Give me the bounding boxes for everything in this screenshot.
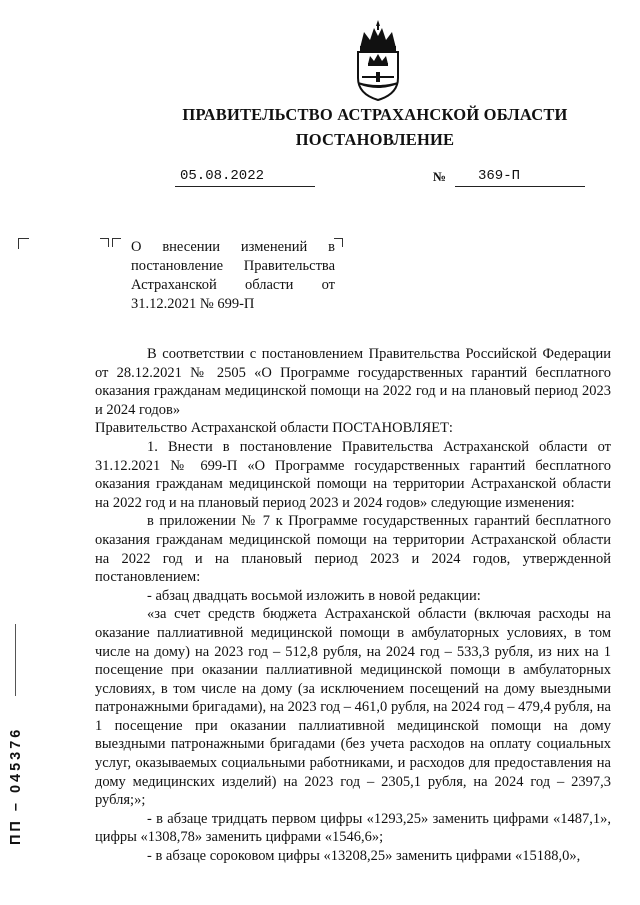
paragraph-resolves: Правительство Астраханской области ПОСТАНОВЛЯЕТ: xyxy=(95,420,453,437)
government-title: ПРАВИТЕЛЬСТВО АСТРАХАНСКОЙ ОБЛАСТИ xyxy=(182,105,568,124)
margin-line xyxy=(15,624,16,696)
corner-mark xyxy=(334,238,343,247)
corner-mark xyxy=(100,238,109,247)
document-subject: О внесении изменений в постановление Правительства Астраханской области от 31.12.2021 № 699-П xyxy=(131,239,335,312)
corner-mark xyxy=(112,238,121,247)
paragraph-abzac-28: - абзац двадцать восьмой изложить в новой редакции: xyxy=(147,587,481,604)
document-type-title: ПОСТАНОВЛЕНИЕ xyxy=(295,130,455,149)
paragraph-abzac-31: - в абзаце тридцать первом цифры «1293,25» заменить цифрами «1487,1», цифры «1308,78» заменить цифрами «1546,6»; xyxy=(95,810,611,846)
document-body xyxy=(95,345,611,866)
document-number: 369-П xyxy=(478,168,521,184)
paragraph-new-text: «за счет средств бюджета Астраханской области (включая расходы на оказание паллиативной медицинской помощи в амбулаторных условиях, в том числе на дому) на 2023 год – 512,8 рубля, на 2024 год – 533,3 рубля, из них на 1 посещение при оказании паллиативной медицинской помощи в амбулаторных условиях, в том числе на дому (за исключением посещений на дому выездными патронажными бригадами), на 2023 год – 461,0 рубля, на 2024 год – 479,4 рубля, на 1 посещение при оказании паллиативной медицинской помощи на дому выездными патронажными бригадами (без учета расходов на оплату социальных услуг, оказываемых социальными работниками, и расходов для предоставления на дому медицинских изделий) на 2023 год – 2305,1 рубля, на 2024 год – 2397,3 рубля;»; xyxy=(95,606,611,809)
number-underline xyxy=(455,186,585,187)
date-underline xyxy=(175,186,315,187)
document-date: 05.08.2022 xyxy=(180,168,265,184)
paragraph-appendix: в приложении № 7 к Программе государственных гарантий бесплатного оказания гражданам медицинской помощи на территории Астраханской области на 2022 год и на плановый период 2023 и 2024 годов, утвержденной постановлением: xyxy=(95,513,611,586)
paragraph-item-1: 1. Внести в постановление Правительства Астраханской области от 31.12.2021 № 699-П «О Программе государственных гарантий бесплатного оказания гражданам медицинской помощи на территории Астраханской области на 2022 год и на плановый период 2023 и 2024 годов» следующие изменения: xyxy=(95,438,611,511)
corner-mark xyxy=(18,238,29,249)
paragraph-preamble: В соответствии с постановлением Правительства Российской Федерации от 28.12.2021 № 2505 «О Программе государственных гарантий бесплатного оказания гражданам медицинской помощи на 2022 год и на плановый период 2023 и 2024 годов» xyxy=(95,346,611,418)
number-label: № xyxy=(433,169,447,184)
paragraph-abzac-40: - в абзаце сороковом цифры «13208,25» заменить цифрами «15188,0», xyxy=(147,848,581,865)
coat-of-arms-icon xyxy=(350,18,406,102)
serial-number: ПП – 045376 xyxy=(8,726,24,845)
